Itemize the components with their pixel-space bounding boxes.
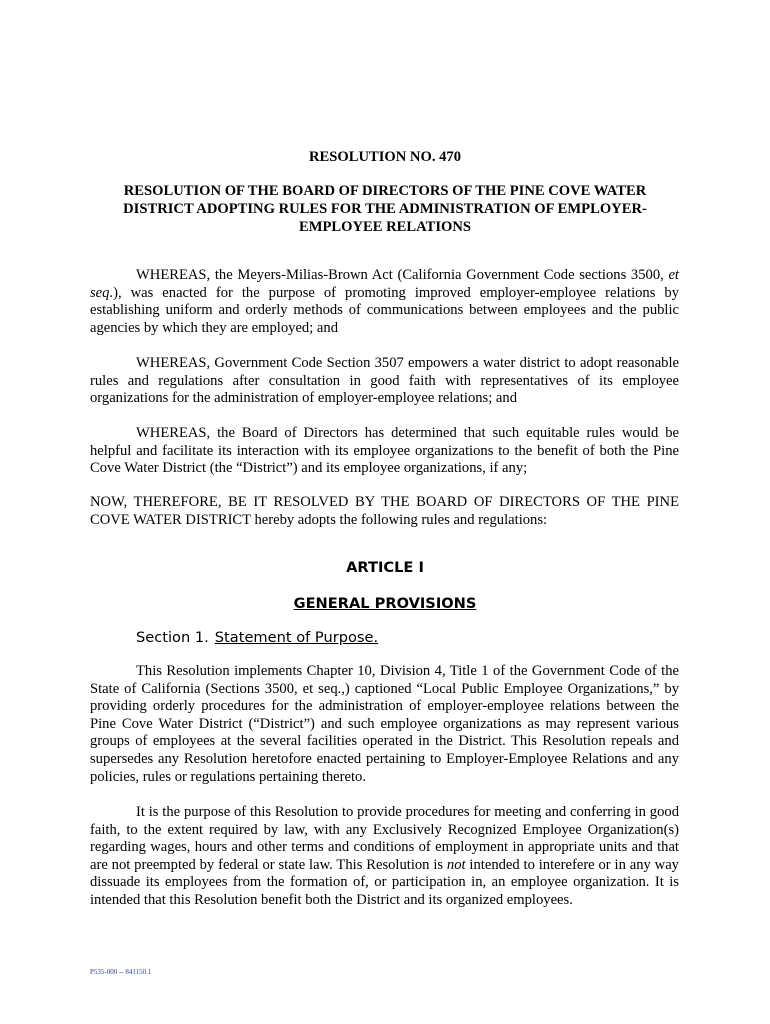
resolved-clause: NOW, THEREFORE, BE IT RESOLVED BY THE BOARD OF DIRECTORS OF THE PINE COVE WATER DISTRICT hereby adopts the following rules and regulations:: [90, 494, 679, 528]
recital-paragraph-1: [90, 267, 679, 337]
resolution-title: RESOLUTION OF THE BOARD OF DIRECTORS OF THE PINE COVE WATER DISTRICT ADOPTING RULES FOR THE ADMINISTRATION OF EMPLOYER-EMPLOYEE RELATIONS: [123, 183, 647, 235]
resolution-number: RESOLUTION NO. 470: [308, 149, 462, 165]
article-title: GENERAL PROVISIONS: [293, 595, 477, 612]
purpose-paragraph-1: This Resolution implements Chapter 10, Division 4, Title 1 of the Government Code of the State of California (Sections 3500, et seq.,) captioned “Local Public Employee Organizations,” by providing orderly procedures for the administration of employer-employee relations between the Pine Cove Water District (“District”) and such employee organizations as may represent various groups of employees at the several facilities operated in the District. This Resolution repeals and supersedes any Resolution heretofore enacted pertaining to Employer-Employee Relations and any policies, rules or regulations pertaining thereto.: [90, 663, 679, 785]
purpose-paragraph-2: [90, 804, 679, 910]
recital-paragraph-3: WHEREAS, the Board of Directors has determined that such equitable rules would be helpful and facilitate its interaction with its employee organizations to the benefit of both the Pine Cove Water District (the “District”) and its employee organizations, if any;: [90, 425, 679, 477]
article-heading: ARTICLE I: [346, 559, 424, 576]
purpose-2-text-b: intended to interefere or in any way dissuade its employees from the formation of, or participation in, an employee organization. It is intended that this Resolution benefit both the District and its organized employees.: [90, 856, 679, 908]
footer-document-code: P535-000 -- 841150.1: [90, 968, 152, 976]
recital-paragraph-2: WHEREAS, Government Code Section 3507 empowers a water district to adopt reasonable rules and regulations after consultation in good faith with representatives of its employee organizations for the administration of employer-employee relations; and: [90, 355, 679, 407]
recital-1-text-b: ), was enacted for the purpose of promoting improved employer-employee relations by establishing uniform and orderly methods of communications between employees and the public agencies by which they are employed; and: [90, 284, 679, 336]
purpose-2-italic: not: [446, 856, 466, 873]
recital-1-text-a: WHEREAS, the Meyers-Milias-Brown Act (California Government Code sections 3500,: [136, 267, 669, 283]
recital-1-italic: et seq.: [90, 267, 679, 301]
section-title: Statement of Purpose.: [214, 629, 379, 646]
section-heading: [136, 629, 378, 647]
purpose-2-text-a: It is the purpose of this Resolution to provide procedures for meeting and conferring in good faith, to the extent required by law, with any Exclusively Recognized Employee Organization(s) regarding wages, hours and other terms and conditions of employment in appropriate units and that are not preempted by federal or state law. This Resolution is: [90, 804, 679, 873]
section-label: Section 1.: [136, 629, 209, 646]
